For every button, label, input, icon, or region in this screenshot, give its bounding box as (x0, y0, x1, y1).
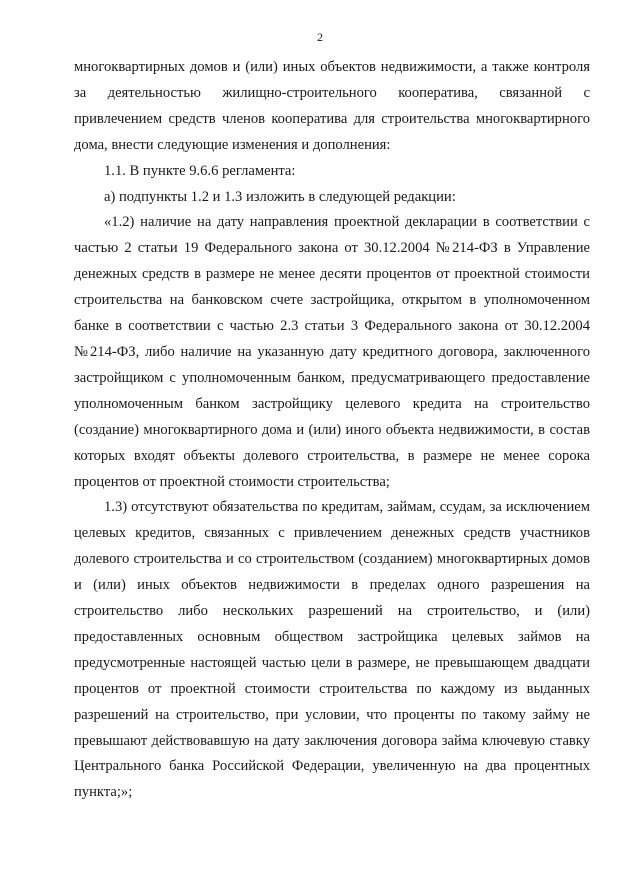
subclause-1-3-text: 1.3) отсутствуют обязательства по кредитам, займам, ссудам, за исключением целевых кредитов, связанных с привлечением денежных средств участников долевого строительства и со строительством (созданием) многоквартирных домов и (или) иных объектов недвижимости в пределах одного разрешения на строительство либо нескольких разрешений на строительство, и (или) предоставленных основным обществом застройщика целевых займов на предусмотренные настоящей частью цели в размере, не превышающем двадцати процентов от проектной стоимости строительства по каждому из выданных разрешений на строительство, при условии, что проценты по такому займу не превышают действовавшую на дату заключения договора займа ключевую ставку Центрального банка Российской Федерации, увеличенную на два процентных пункта;»; (74, 499, 590, 801)
document-body (74, 55, 590, 806)
subclause-a-heading: а) подпункты 1.2 и 1.3 изложить в следующей редакции: (104, 188, 456, 205)
subclause-1-2-text: «1.2) наличие на дату направления проектной декларации в соответствии с частью 2 статьи 19 Федерального закона от 30.12.2004 №214-ФЗ в Управление денежных средств в размере не менее десяти процентов от проектной стоимости строительства на банковском счете застройщика, открытом в уполномоченном банке в соответствии с частью 2.3 статьи 3 Федерального закона от 30.12.2004 №214-ФЗ, либо наличие на указанную дату кредитного договора, заключенного застройщиком с уполномоченным банком, предусматривающего предоставление уполномоченным банком застройщику целевого кредита на строительство (создание) многоквартирного дома и (или) иного объекта недвижимости, в состав которых входят объекты долевого строительства, в размере не менее сорока процентов от проектной стоимости строительства; (74, 214, 590, 490)
page-number: 2 (317, 30, 323, 44)
clause-1-1-heading: 1.1. В пункте 9.6.6 регламента: (104, 162, 296, 179)
intro-paragraph: многоквартирных домов и (или) иных объектов недвижимости, а также контроля за деятельностью жилищно-строительного кооператива, связанной с привлечением средств членов кооператива для строительства многоквартирного дома, внести следующие изменения и дополнения: (74, 59, 590, 153)
